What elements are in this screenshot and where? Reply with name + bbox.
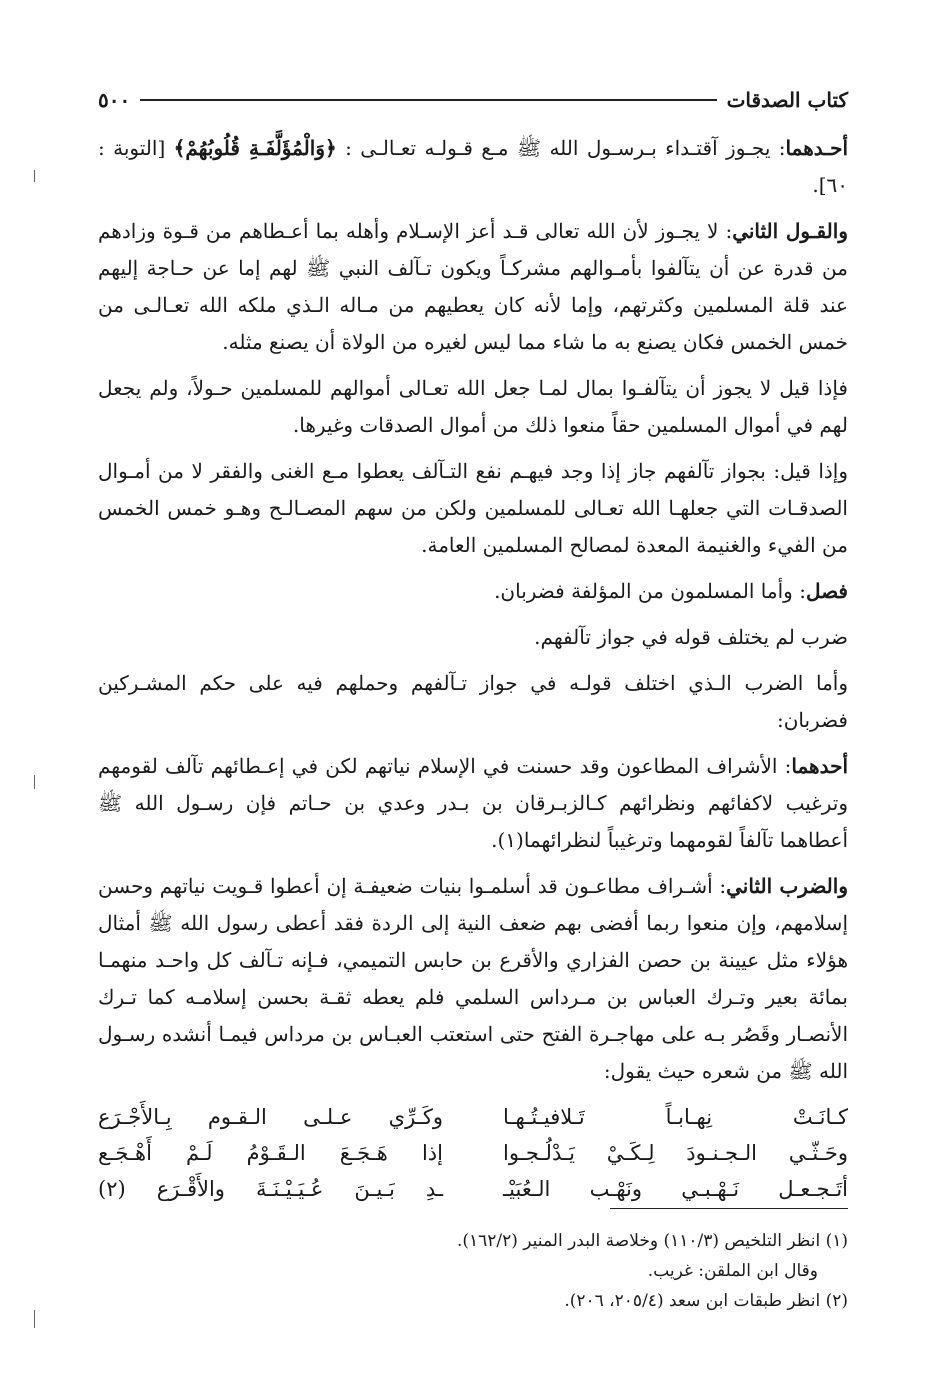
footnote-ref-2: (٢): [98, 1177, 126, 1201]
poem-line-1-first: كـانَـتْ نِهـابـاً تَـلافيـتُـهـا: [503, 1105, 848, 1129]
poem-line-2-second: إذا هَـجَـعَ الـقَـوْمُ لَـمْ أَهْـجَـع: [98, 1141, 443, 1165]
paragraph-9-lead: والضرب الثاني: [726, 874, 848, 898]
book-title: كتاب الصدقات: [726, 88, 848, 112]
footnote-1-continuation: وقال ابن الملقن: غريب.: [647, 1261, 818, 1281]
paragraph-1: [98, 130, 848, 204]
paragraph-3: فإذا قيل لا يجوز أن يتآلفـوا بمال لمـا جعل الله تعـالى أموالهم للمسلمين حـولاً، ولم يجعل لهم في أموال المسلمين حقاً منعوا ذلك من أموال الصدقات وغيرها.: [98, 376, 848, 437]
paragraph-8-text: : الأشراف المطاعون وقد حسنت في الإسلام نياتهم لكن في إعـطائهم تآلف لقومهم وترغيب لاكفائهم ونظرائهم كـالزبـرقان بن بـدر وعدي بن حـاتم فإن رسـول الله ﷺ أعطاهما تآلفاً لقومهما وترغيباً لنظرائهما: [98, 754, 848, 852]
paragraph-2-lead: والقـول الثاني: [732, 219, 848, 243]
footnotes: [98, 1226, 848, 1316]
section-heading: فصل: [805, 579, 848, 603]
footnote-2: (٢) انظر طبقات ابن سعد (٢٠٥/٤، ٢٠٦).: [564, 1291, 848, 1311]
poem-line-1-second: وكَـرِّي عـلـى الـقـوم بِـالأَجْـرَع: [98, 1105, 443, 1129]
footnote-1: (١) انظر التلخيص (١١٠/٣) وخلاصة البدر المنير (١٦٢/٢).: [456, 1231, 848, 1251]
footnote-divider: [610, 1208, 848, 1209]
main-text: [98, 130, 848, 1207]
verse-reference: [التوبة : ٦٠].: [98, 136, 848, 197]
left-margin-mark-top: [34, 170, 35, 182]
paragraph-2-text: : لا يجـوز لأن الله تعالى قـد أعز الإسـلام وأهله بما أعـطاهم من قـوة وزادهم من قدرة عن أن يتآلفوا بأمـوالهم مشركـاً ويكون تـآلف النبي ﷺ لهم إما عن حـاجة إليهم عند قلة المسلمين وكثرتهم، وإما لأنه كان يعطيهم من مـاله الـذي ملكه الله تعـالـى من خمس الخمس فكان يصنع به ما شاء مما ليس لغيره من الولاة أن يصنع مثله.: [98, 219, 848, 354]
paragraph-9: [98, 868, 848, 1090]
paragraph-8: [98, 748, 848, 859]
paragraph-1-lead: أحـدهما: [785, 136, 849, 160]
paragraph-2: [98, 213, 848, 361]
poem-line-3-second: ـدِ بَـيـنَ عُـيَـيْـنَـةَ والأَقْـرَع: [156, 1177, 443, 1201]
page-number: ٥٠٠: [98, 88, 131, 112]
left-margin-mark-middle: [34, 775, 35, 789]
left-margin-mark-bottom: [34, 1310, 35, 1328]
poem-line-3-second-wrap: [98, 1171, 443, 1207]
paragraph-5: [98, 573, 848, 610]
paragraph-7: وأما الضرب الـذي اختلف قولـه في جواز تـآلفهم وحملهم فيه على حكم المشـركين فضربان:: [98, 671, 848, 732]
running-header: [98, 82, 848, 118]
paragraph-4: وإذا قيل: بجواز تآلفهم جاز إذا وجد فيهـم نفع التـآلف يعطوا مـع الغنى والفقر لا من أمـوال الصدقـات التي جعلهـا الله تعـالى للمسلمين ولكن من سهم المصـالـح وهـو خمس الخمس من الفيء والغنيمة المعدة لمصالح المسلمين العامة.: [98, 459, 848, 557]
footnote-ref-1: (١): [497, 828, 524, 852]
poem-line-2-first: وحَـثّـي الـجـنـودَ لِـكَـيْ يَـدْلُـجـوا: [503, 1141, 848, 1165]
poem-line-3-first: أتَـجـعـل نَـهْـبـي ونَهْـب الـعُبَيْـ: [503, 1177, 848, 1201]
header-rule: [140, 99, 716, 101]
paragraph-5-text: : وأما المسلمون من المؤلفة فضربان.: [494, 579, 806, 603]
paragraph-8-end: .: [491, 828, 498, 852]
quran-verse: ﴿وَالْمُؤَلَّفَـةِ قُلُوبُهُمْ﴾: [173, 136, 337, 160]
paragraph-1-text: : يجـوز آقتـداء بـرسـول الله ﷺ مـع قـولـه تعـالـى :: [336, 136, 786, 160]
paragraph-9-text: : أشـراف مطاعـون قد أسلمـوا بنيات ضعيفـة إن أعطوا قـويت نياتهم وحسن إسلامهم، وإن منعوا ربما أفضى بهم ضعف النية إلى الردة فقد أعطى رسول الله ﷺ أمثال هؤلاء مثل عيينة بن حصن الفزاري والأقرع بن حابس التميمي، فـإنه تـآلف كل واحـد منهمـا بمائة بعير وتـرك العباس بن مـرداس السلمي فلم يعطه ثقـة بحسن إسلامـه كما تـرك الأنصـار وقَصُر بـه على مهاجـرة الفتح حتى استعتب العبـاس بن مرداس فيمـا أنشده رسـول الله ﷺ من شعره حيث يقول:: [98, 874, 849, 1083]
paragraph-8-lead: أحدهما: [791, 754, 848, 778]
poem: [98, 1099, 848, 1207]
paragraph-6: ضرب لم يختلف قوله في جواز تآلفهم.: [534, 625, 848, 649]
